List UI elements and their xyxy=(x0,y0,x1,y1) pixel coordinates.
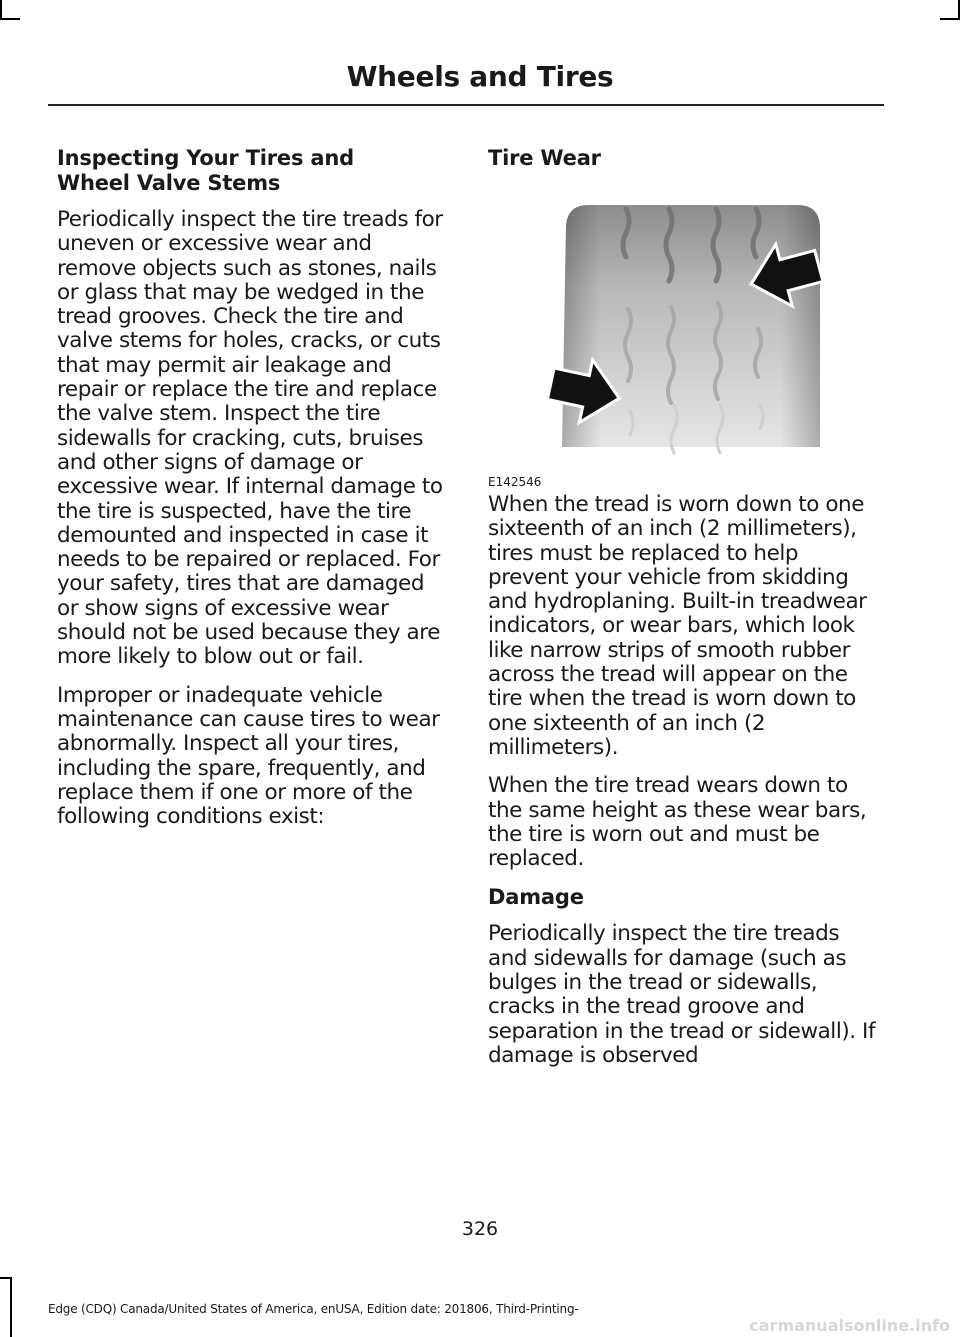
edition-footer: Edge (CDQ) Canada/United States of America, enUSA, Edition date: 201806, Third-Printing- xyxy=(48,1302,579,1316)
crop-mark xyxy=(0,0,2,20)
header-divider xyxy=(48,104,884,106)
body-paragraph: When the tread is worn down to one sixteenth of an inch (2 millimeters), tires must be replaced to help prevent your vehicle from skidding and hydroplaning. Built-in treadwear indicators, or wear bars, which look like narrow strips of smooth rubber across the tread will appear on the tire when the tread is worn down to one sixteenth of an inch (2 millimeters). xyxy=(488,492,867,760)
body-paragraph: Improper or inadequate vehicle maintenance can cause tires to wear abnormally. Inspect all your tires, including the spare, frequently, and replace them if one or more of the following conditions exist: xyxy=(57,682,440,830)
tire-wear-figure xyxy=(488,179,880,489)
page-number: 326 xyxy=(461,1218,499,1240)
crop-mark xyxy=(0,18,20,20)
heading-line: Wheel Valve Stems xyxy=(57,171,281,195)
heading-line: Inspecting Your Tires and xyxy=(57,146,354,170)
watermark: carmanualsonline.info xyxy=(749,1316,950,1335)
crop-mark xyxy=(10,1277,12,1337)
left-column xyxy=(57,146,449,843)
body-paragraph: Periodically inspect the tire treads for uneven or excessive wear and remove objects such as stones, nails or glass that may be wedged in the tread grooves. Check the tire and valve stems for holes, cracks, or cuts that may permit air leakage and repair or replace the tire and replace the valve stem. Inspect the tire sidewalls for cracking, cuts, bruises and other signs of damage or excessive wear. If internal damage to the tire is suspected, have the tire demounted and inspected in case it needs to be repaired or replaced. For your safety, tires that are damaged or show signs of excessive wear should not be used because they are more likely to blow out or fail. xyxy=(57,207,443,670)
figure-code: E142546 xyxy=(488,475,542,489)
crop-mark xyxy=(0,1277,12,1279)
crop-mark xyxy=(940,18,960,20)
section-heading-damage: Damage xyxy=(488,885,584,910)
body-paragraph: Periodically inspect the tire treads and sidewalls for damage (such as bulges in the tread or sidewalls, cracks in the tread groove and separation in the tread or sidewall). If damage is observed xyxy=(488,921,876,1068)
tire-tread-illustration xyxy=(488,179,880,479)
page-title: Wheels and Tires xyxy=(346,60,614,93)
body-paragraph: When the tire tread wears down to the same height as these wear bars, the tire is worn out and must be replaced. xyxy=(488,773,867,872)
section-heading-inspecting xyxy=(57,146,449,196)
right-column xyxy=(488,146,880,1082)
section-heading-tire-wear: Tire Wear xyxy=(488,146,601,170)
